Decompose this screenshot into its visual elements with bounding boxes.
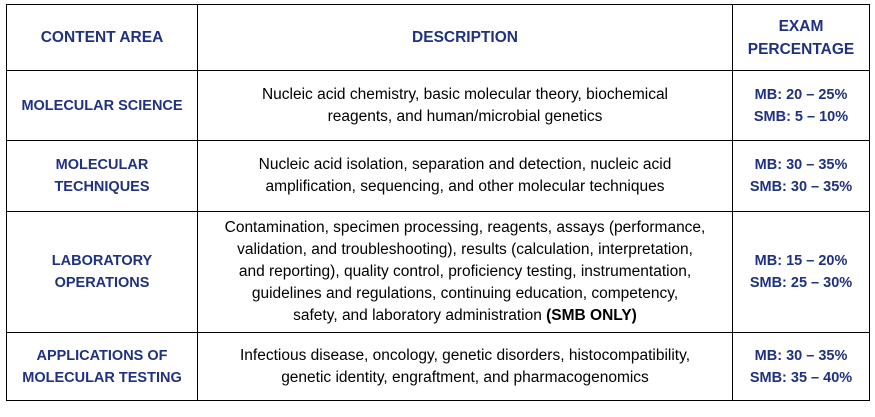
mb-percentage: MB: 30 – 35% (754, 347, 848, 364)
content-area-cell (7, 141, 198, 212)
header-percentage-label: PERCENTAGE (747, 40, 855, 58)
description-line: genetic identity, engraftment, and pharmacogenomics (281, 368, 649, 386)
description-line: guidelines and regulations, continuing education, competency, (251, 285, 679, 302)
content-area-cell (7, 71, 198, 141)
content-area-cell (7, 333, 198, 401)
content-area-name: MOLECULAR TESTING (22, 369, 182, 386)
description-line: and reporting), quality control, proficiency testing, instrumentation, (238, 263, 692, 280)
description-cell (198, 141, 733, 212)
smb-percentage: SMB: 35 – 40% (749, 369, 853, 386)
header-content-area (7, 5, 198, 71)
smb-only-note: (SMB ONLY) (546, 307, 637, 324)
description-line: Contamination, specimen processing, reagents, assays (performance, (224, 219, 706, 236)
description-line: Nucleic acid isolation, separation and detection, nucleic acid (258, 156, 672, 173)
description-line: validation, and troubleshooting), results (calculation, interpretation, (237, 241, 693, 258)
description-line: Nucleic acid chemistry, basic molecular theory, biochemical (261, 85, 669, 103)
content-area-name: MOLECULAR SCIENCE (21, 97, 183, 114)
smb-percentage: SMB: 5 – 10% (753, 108, 849, 125)
table-row (7, 141, 870, 212)
smb-percentage: SMB: 30 – 35% (749, 179, 853, 195)
table-row (7, 333, 870, 401)
mb-percentage: MB: 15 – 20% (754, 253, 848, 269)
table-header-row (7, 5, 870, 71)
content-area-table (6, 4, 870, 401)
header-description-label: DESCRIPTION (412, 29, 518, 46)
description-line: reagents, and human/microbial genetics (327, 107, 603, 125)
header-exam-label: EXAM (778, 17, 824, 35)
exam-percentage-cell (733, 333, 870, 401)
description-line: Infectious disease, oncology, genetic disorders, histocompatibility, (239, 346, 691, 364)
content-area-name: LABORATORY (51, 253, 153, 269)
mb-percentage: MB: 20 – 25% (754, 86, 848, 103)
table-row (7, 212, 870, 333)
header-description (198, 5, 733, 71)
description-cell (198, 71, 733, 141)
description-line: amplification, sequencing, and other molecular techniques (265, 178, 665, 195)
content-area-name: MOLECULAR (55, 157, 149, 173)
description-cell (198, 333, 733, 401)
smb-percentage: SMB: 25 – 30% (749, 275, 853, 291)
table-row (7, 71, 870, 141)
description-cell (198, 212, 733, 333)
header-content-area-label: CONTENT AREA (40, 29, 164, 46)
description-line (202, 305, 728, 327)
content-area-name: APPLICATIONS OF (36, 347, 168, 364)
content-area-name: TECHNIQUES (54, 179, 150, 195)
exam-percentage-cell (733, 141, 870, 212)
mb-percentage: MB: 30 – 35% (754, 157, 848, 173)
content-area-cell (7, 212, 198, 333)
exam-percentage-cell (733, 71, 870, 141)
header-exam-percentage (733, 5, 870, 71)
content-area-name: OPERATIONS (54, 275, 150, 291)
description-line-text: safety, and laboratory administration (293, 307, 547, 324)
exam-percentage-cell (733, 212, 870, 333)
